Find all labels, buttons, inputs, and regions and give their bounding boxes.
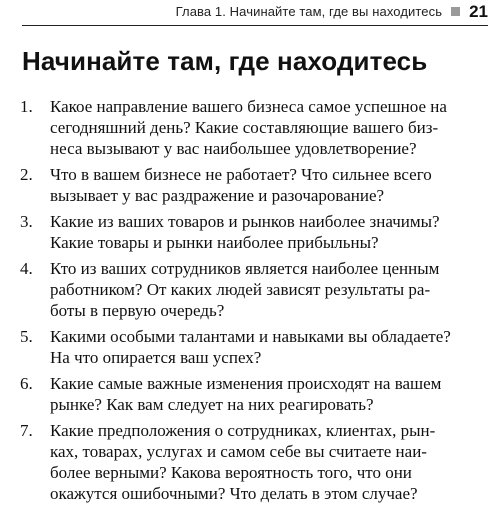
list-item	[20, 96, 486, 159]
item-text: Какие предположения о сотрудниках, клиентах, рын- ках, товарах, услугах и самом себе вы считаете наи- более верными? Какова вероятность того, что они окажутся ошибочными? Что делать в этом случае?	[50, 421, 436, 503]
item-number: 6.	[20, 374, 33, 393]
list-item	[20, 326, 486, 368]
item-text: Какое направление вашего бизнеса самое успешное на сегодняшний день? Какие составляющие вашего биз- неса вызывают у вас наибольшее удовлетворение?	[50, 97, 447, 158]
item-number: 4.	[20, 259, 33, 278]
list-item	[20, 211, 486, 253]
item-text: Какими особыми талантами и навыками вы обладаете? На что опирается ваш успех?	[50, 327, 451, 367]
list-item	[20, 258, 486, 321]
question-list	[20, 96, 486, 509]
list-item	[20, 373, 486, 415]
item-number: 5.	[20, 327, 33, 346]
page-number: 21	[469, 1, 488, 21]
square-separator-icon	[451, 7, 460, 16]
item-text: Кто из ваших сотрудников является наиболее ценным работником? От каких людей зависят результаты ра- боты в первую очередь?	[50, 259, 440, 320]
item-number: 2.	[20, 165, 33, 184]
item-text: Какие самые важные изменения происходят на вашем рынке? Как вам следует на них реагировать?	[50, 374, 442, 414]
item-text: Что в вашем бизнесе не работает? Что сильнее всего вызывает у вас раздражение и разочарование?	[50, 165, 432, 205]
running-head	[22, 0, 488, 26]
running-head-title: Глава 1. Начинайте там, где вы находитесь	[175, 4, 443, 19]
item-number: 3.	[20, 212, 33, 231]
list-item	[20, 420, 486, 504]
item-text: Какие из ваших товаров и рынков наиболее значимы? Какие товары и рынки наиболее прибыльны?	[50, 212, 440, 252]
item-number: 1.	[20, 97, 33, 116]
chapter-title: Начинайте там, где находитесь	[22, 46, 428, 76]
list-item	[20, 164, 486, 206]
item-number: 7.	[20, 421, 33, 440]
